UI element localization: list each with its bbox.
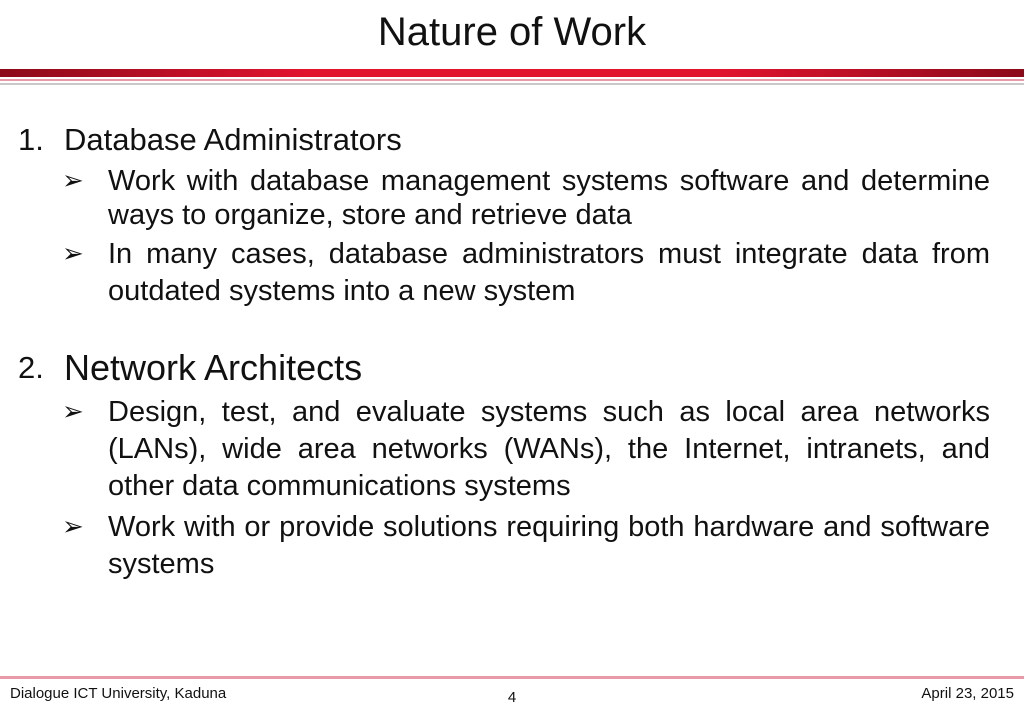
footer-date: April 23, 2015: [921, 685, 1014, 702]
section-title: Database Administrators: [64, 122, 402, 157]
section-number: 2.: [18, 350, 44, 385]
title-rule-gray: [0, 83, 1024, 85]
section-2-heading: [18, 348, 990, 390]
bullet-item: [62, 509, 990, 583]
bullet-text: Work with or provide solutions requiring both hardware and software systems: [108, 511, 990, 580]
bullet-text: In many cases, database administrators must integrate data from outdated systems into a new system: [108, 238, 990, 307]
section-title-rest: etwork Architects: [90, 347, 363, 388]
arrow-bullet-icon: ➢: [62, 397, 84, 427]
slide-body: [18, 118, 990, 583]
bullet-text: Design, test, and evaluate systems such as local area networks (LANs), wide area networks (WANs), the Internet, intranets, and other data communications systems: [108, 396, 990, 502]
page-number: 4: [507, 689, 517, 706]
section-title: [64, 348, 362, 390]
arrow-bullet-icon: ➢: [62, 166, 84, 196]
arrow-bullet-icon: ➢: [62, 239, 84, 269]
footer-organization: Dialogue ICT University, Kaduna: [10, 685, 227, 702]
footer-rule: [0, 676, 1024, 679]
slide-title: Nature of Work: [377, 10, 647, 54]
bullet-item: [62, 236, 990, 310]
bullet-item: [62, 394, 990, 505]
bullet-text: Work with database management systems software and determine ways to organize, store and retrieve data: [108, 165, 990, 231]
title-rule-pink: [0, 79, 1024, 81]
section-number: 1.: [18, 122, 44, 157]
section-1-heading: [18, 120, 990, 160]
section-title-initial: N: [64, 347, 90, 388]
title-rule-red: [0, 69, 1024, 77]
bullet-item: [62, 164, 990, 232]
arrow-bullet-icon: ➢: [62, 512, 84, 542]
